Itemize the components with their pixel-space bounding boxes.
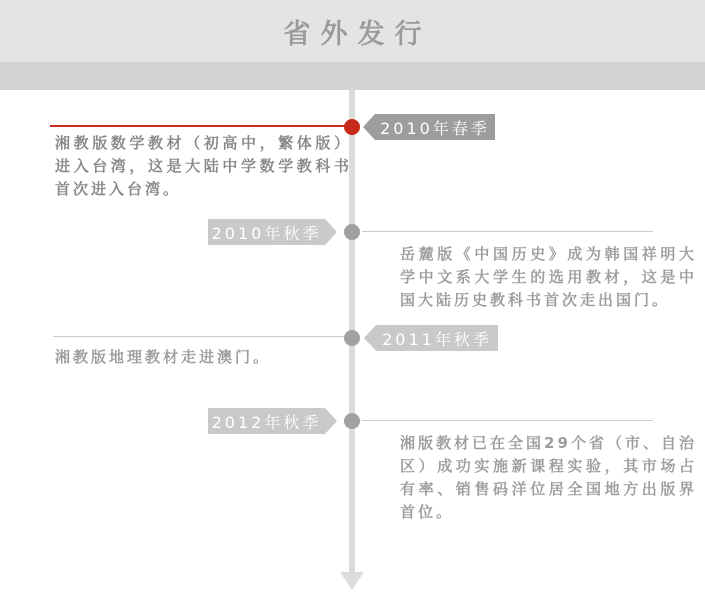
- timeline-dot: [344, 413, 360, 429]
- tag-pointer-left-icon: [363, 114, 375, 140]
- connector-line: [362, 231, 653, 232]
- event-description: 湘教版地理教材走进澳门。: [55, 348, 272, 366]
- event-description: 湘版教材已在全国29个省（市、自治区）成功实施新课程实验，其市场占有率、销售码洋位居全国地方出版界首位。: [400, 434, 697, 521]
- page-title: 省外发行: [283, 18, 432, 50]
- timeline-arrow-down-icon: [340, 572, 364, 590]
- tag-pointer-right-icon: [325, 219, 337, 245]
- date-tag[interactable]: [208, 219, 337, 245]
- page-header: [0, 0, 705, 62]
- connector-line: [50, 125, 346, 127]
- event-description: 湘教版数学教材（初高中，繁体版）进入台湾，这是大陆中学数学教科书首次进入台湾。: [55, 134, 352, 198]
- date-tag[interactable]: [364, 325, 498, 351]
- date-tag-label: 2010年春季: [375, 114, 495, 140]
- connector-line: [53, 336, 344, 337]
- date-tag-label: 2012年秋季: [208, 408, 325, 434]
- event-description: 岳麓版《中国历史》成为韩国祥明大学中文系大学生的选用教材，这是中国大陆历史教科书首次走出国门。: [400, 245, 697, 309]
- date-tag[interactable]: [208, 408, 337, 434]
- timeline-dot: [344, 224, 360, 240]
- date-tag[interactable]: [363, 114, 495, 140]
- tag-pointer-right-icon: [325, 408, 337, 434]
- date-tag-label: 2010年秋季: [208, 219, 325, 245]
- date-tag-label: 2011年秋季: [376, 325, 498, 351]
- timeline-dot: [344, 330, 360, 346]
- connector-line: [362, 420, 653, 421]
- header-divider-band: [0, 62, 705, 90]
- tag-pointer-left-icon: [364, 325, 376, 351]
